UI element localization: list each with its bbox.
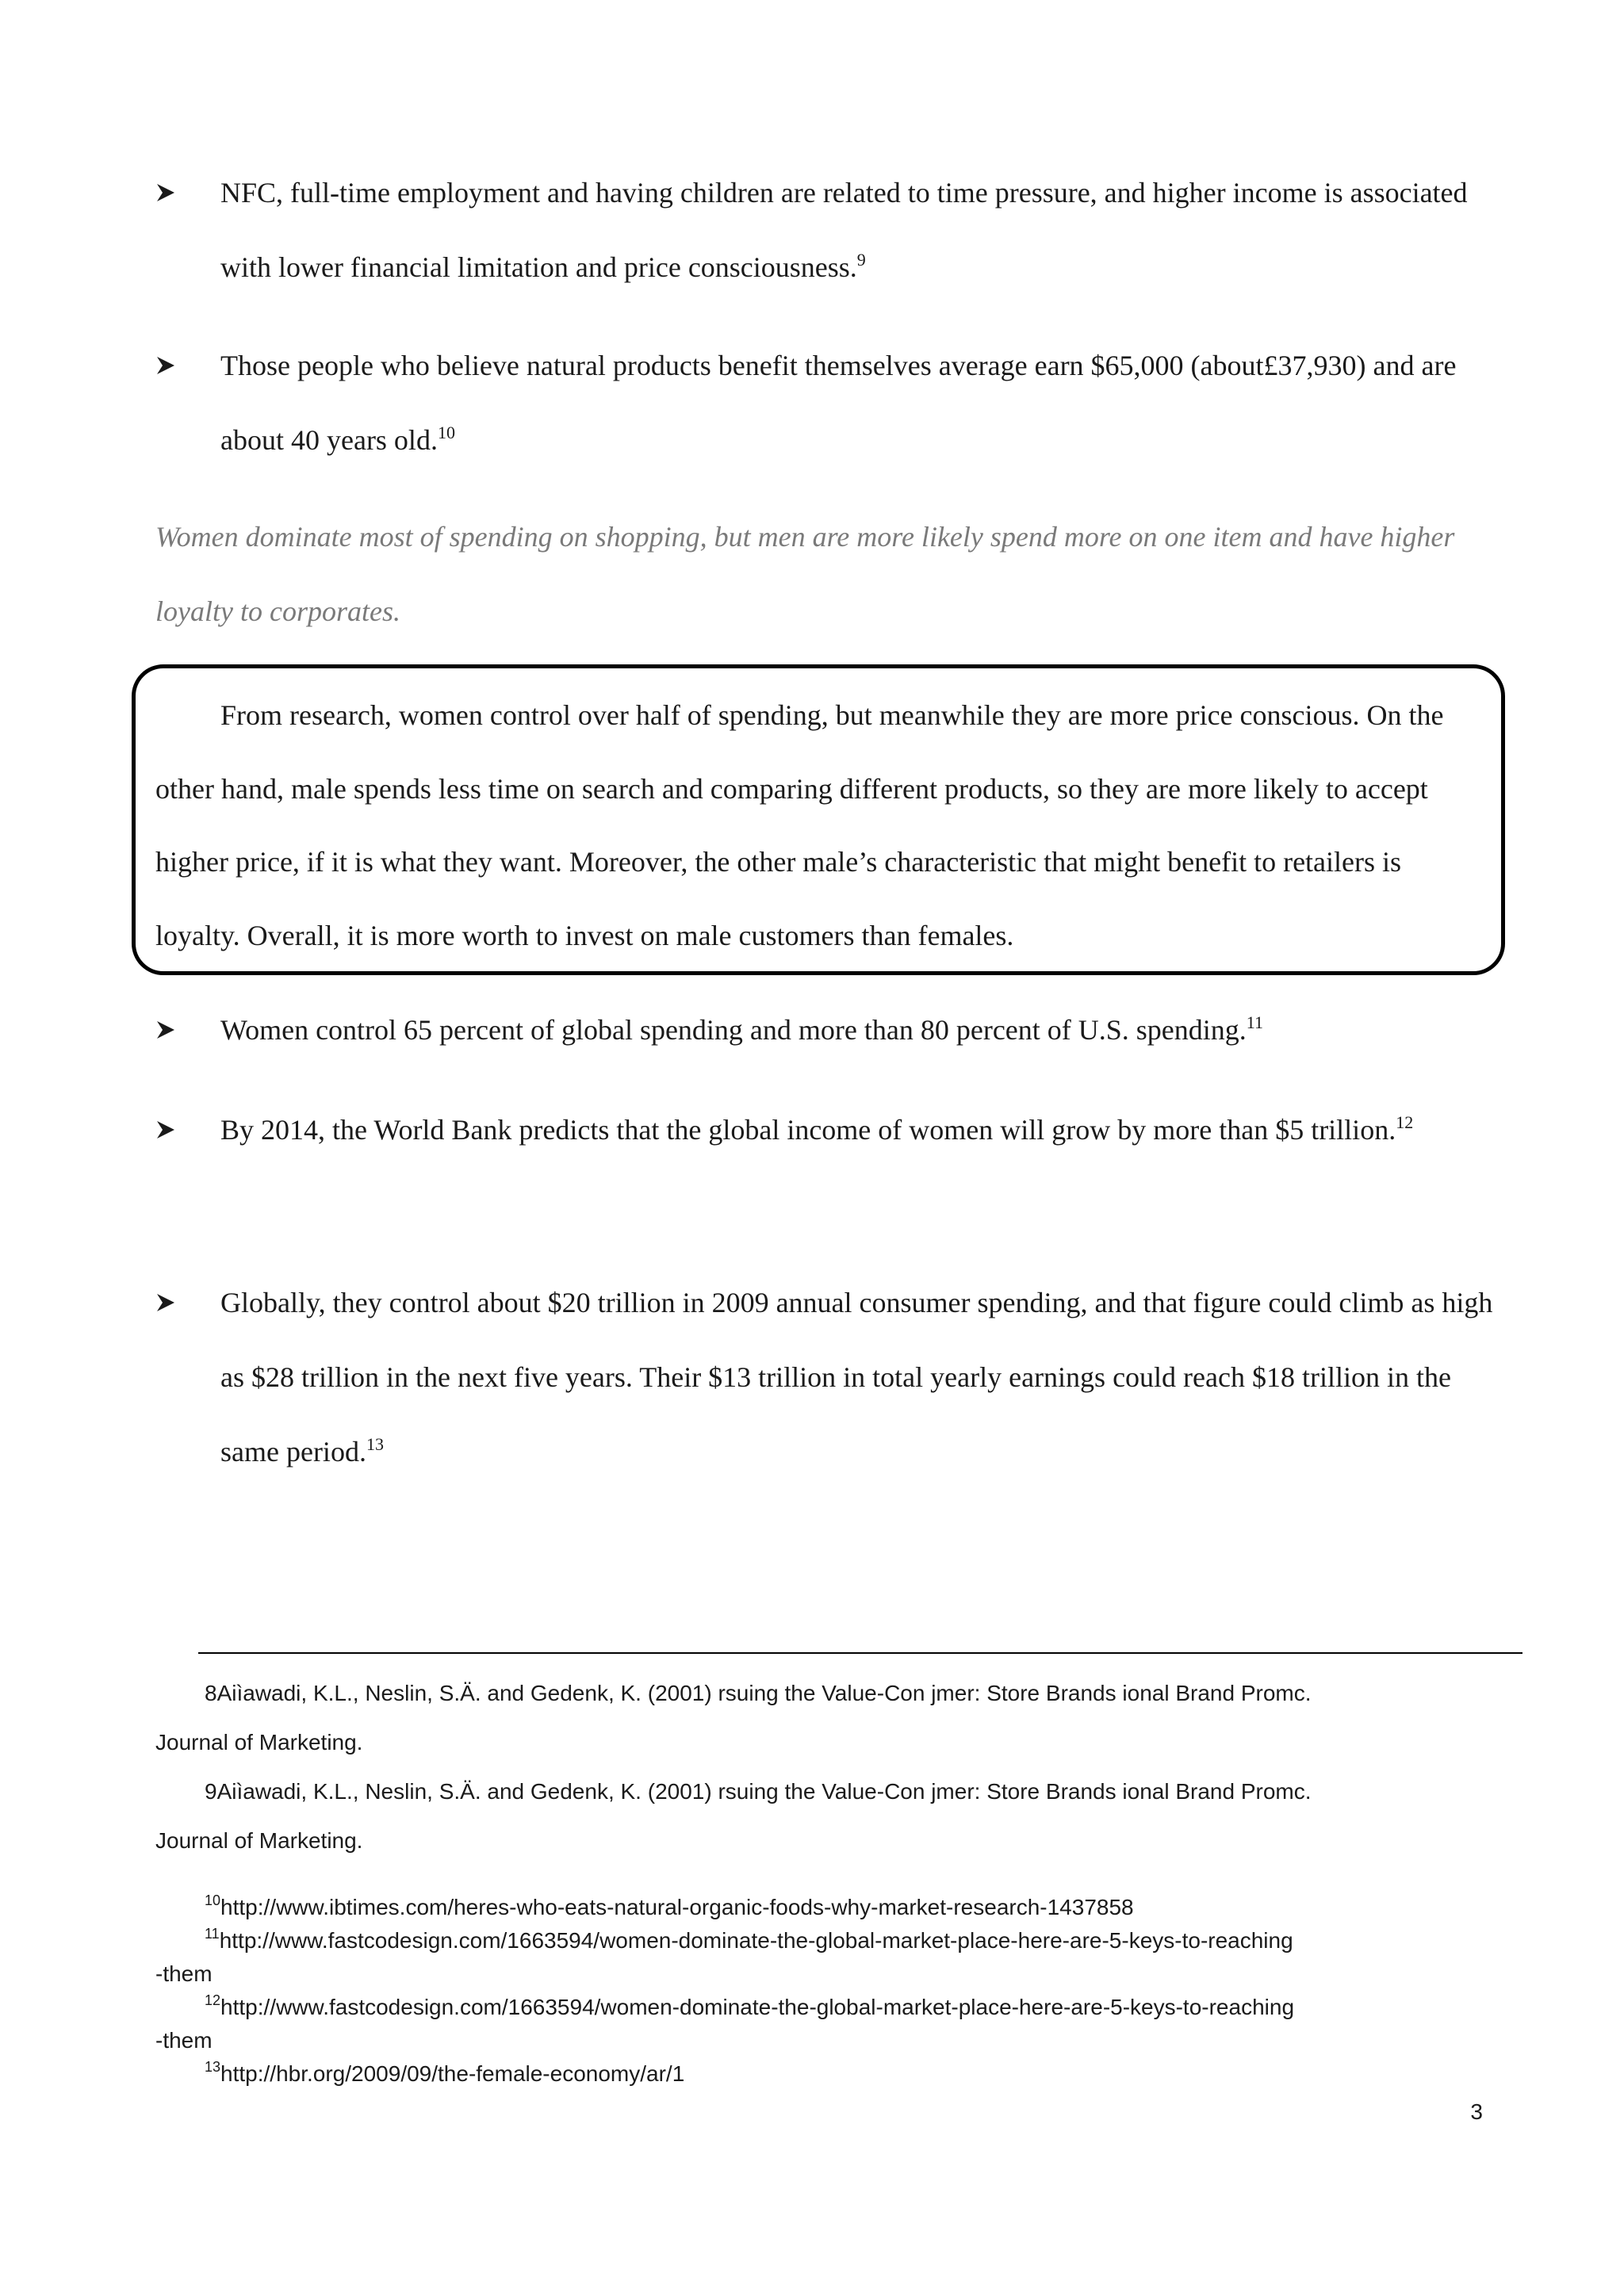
footnote-12-continued: -them <box>155 2028 213 2053</box>
bullet-text: Women control 65 percent of global spending and more than 80 percent of U.S. spending.$^{11}$ <box>220 1012 1263 1046</box>
arrowhead-bullet-icon <box>155 355 179 379</box>
footnote-11: $^{11}$http://www.fastcodesign.com/1663594/women-dominate-the-global-market-place-here-are-5-keys-to-reaching <box>205 1926 1293 1953</box>
bullet-text: By 2014, the World Bank predicts that the global income of women will grow by more than $5 trillion.$^{12}$ <box>220 1112 1414 1146</box>
footnote-ref: 9 <box>856 250 866 270</box>
footnote-11-continued: -them <box>155 1961 213 1986</box>
footnote-link[interactable]: http://www.fastcodesign.com/1663594/women-dominate-the-global-market-place-here-are-5-keys-to-reaching <box>219 1928 1293 1953</box>
footnote-ref: 11 <box>1246 1012 1263 1032</box>
arrowhead-bullet-icon <box>155 1119 179 1143</box>
arrowhead-bullet-icon <box>155 1020 179 1043</box>
boxed-paragraph: From research, women control over half of spending, but meanwhile they are more price conscious. On the other hand, male spends less time on search and comparing different products, so they are more likely to accept higher price, if it is what they want. Moreover, the other male’s characteristic that might benefit to retailers is loyalty. Overall, it is more worth to invest on male customers than females. <box>155 699 1444 951</box>
footnote-separator <box>198 1652 1522 1654</box>
bullet-text: Those people who believe natural products benefit themselves average earn $65,000 (about£37,930) and are about 40 years old.$^{10}$ <box>220 350 1457 456</box>
footnote-9-continued: Journal of Marketing. <box>155 1828 363 1853</box>
footnote-ref: 12 <box>1396 1112 1414 1132</box>
footnote-12: $^{12}$http://www.fastcodesign.com/1663594/women-dominate-the-global-market-place-here-are-5-keys-to-reaching <box>205 1992 1295 2019</box>
footnote-link[interactable]: http://hbr.org/2009/09/the-female-economy/ar/1 <box>220 2061 685 2086</box>
page-number: 3 <box>1470 2099 1483 2124</box>
footnote-13: $^{13}$http://hbr.org/2009/09/the-female-economy/ar/1 <box>205 2059 685 2086</box>
footnote-10: $^{10}$http://www.ibtimes.com/heres-who-eats-natural-organic-foods-why-market-research-1437858 <box>205 1892 1134 1919</box>
footnote-ref: 13 <box>366 1434 384 1454</box>
footnote-8: 8Aiìawadi, K.L., Neslin, S.Ä. and Gedenk, K. (2001) rsuing the Value-Con jmer: Store Brands ional Brand Promc. <box>205 1681 1312 1705</box>
footnote-link[interactable]: http://www.fastcodesign.com/1663594/women-dominate-the-global-market-place-here-are-5-keys-to-reaching <box>220 1995 1295 2019</box>
arrowhead-bullet-icon <box>155 182 179 206</box>
footnote-9: 9Aiìawadi, K.L., Neslin, S.Ä. and Gedenk, K. (2001) rsuing the Value-Con jmer: Store Brands ional Brand Promc. <box>205 1779 1312 1804</box>
arrowhead-bullet-icon <box>155 1292 179 1316</box>
section-heading: Women dominate most of spending on shopping, but men are more likely spend more on one item and have higher loyalty to corporates. <box>155 521 1455 627</box>
footnote-8-continued: Journal of Marketing. <box>155 1730 363 1755</box>
footnote-ref: 10 <box>437 423 455 442</box>
bullet-text: Globally, they control about $20 trillion in 2009 annual consumer spending, and that figure could climb as high as $28 trillion in the next five years. Their $13 trillion in total yearly earnings could reach $18 trillion in the same period.$^{13}$ <box>220 1287 1493 1468</box>
bullet-text: NFC, full-time employment and having children are related to time pressure, and higher income is associated with lower financial limitation and price consciousness.$^9$ <box>220 177 1468 283</box>
footnote-link[interactable]: http://www.ibtimes.com/heres-who-eats-natural-organic-foods-why-market-research-1437858 <box>220 1895 1134 1919</box>
